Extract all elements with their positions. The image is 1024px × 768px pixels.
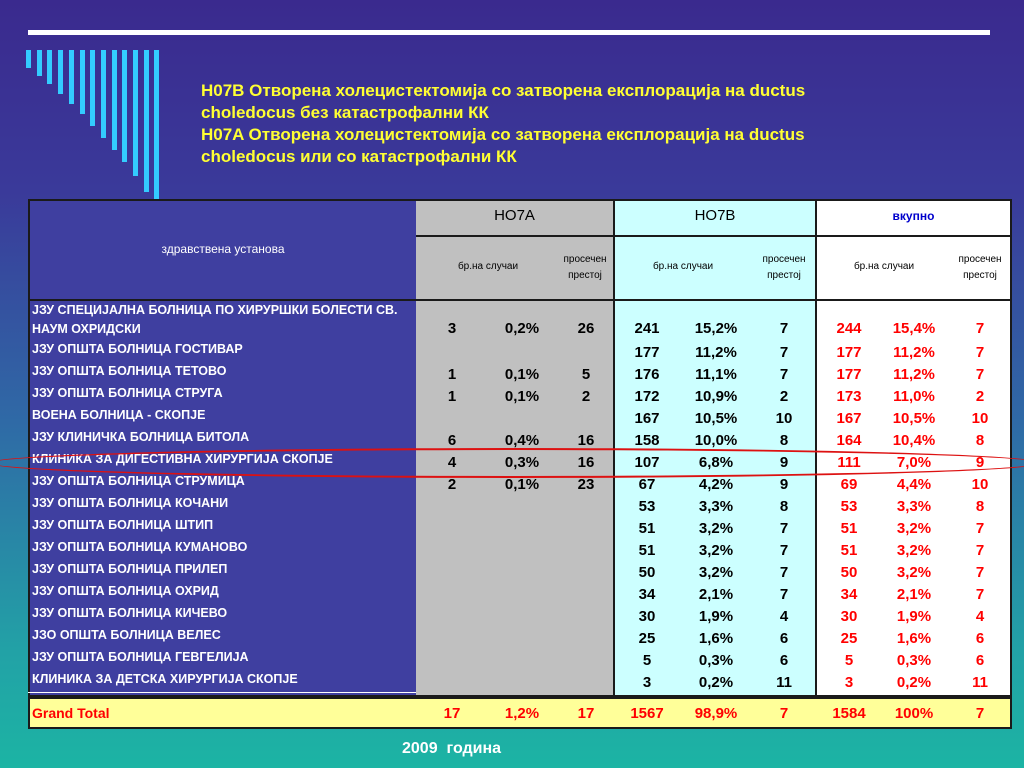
cell-t-n: 173	[836, 388, 862, 405]
title-line-2: choledocus без катастрофални КК	[201, 103, 489, 122]
institution-name: ЈЗУ ОПШТА БОЛНИЦА ОХРИД	[32, 584, 219, 598]
cell-t-n: 34	[840, 586, 858, 603]
h07a-header: HO7A	[494, 207, 535, 224]
cell-a-s: 2	[581, 388, 591, 405]
cell-b-n: 177	[634, 344, 660, 361]
table-row	[28, 364, 1012, 386]
cell-b-s: 11	[776, 674, 792, 691]
institution-name: ЈЗУ ОПШТА БОЛНИЦА ГЕВГЕЛИЈА	[32, 650, 249, 664]
cell-b-s: 7	[779, 344, 789, 361]
h07a-stay-header	[553, 252, 617, 284]
cell-t-s: 11	[972, 674, 988, 691]
institution-name: ЈЗУ СПЕЦИЈАЛНА БОЛНИЦА ПО ХИРУРШКИ БОЛЕСТИ СВ.	[32, 303, 398, 317]
stay-label-line-1: просечен	[762, 254, 806, 265]
table-row	[28, 386, 1012, 408]
cell-b-p: 10,0%	[694, 432, 738, 449]
last-row-separator	[28, 692, 416, 693]
stay-label-line-2: престој	[767, 270, 801, 281]
cell-b-s: 7	[779, 366, 789, 383]
cell-a-s: 16	[577, 454, 595, 471]
cell-b-n: 241	[634, 320, 660, 337]
cell-b-p: 11,2%	[695, 344, 737, 361]
table-row	[28, 584, 1012, 606]
institution-name: ЈЗУ ОПШТА БОЛНИЦА ШТИП	[32, 518, 214, 532]
decorative-bar	[69, 50, 74, 104]
decorative-bar	[26, 50, 31, 68]
cell-b-s: 9	[779, 476, 789, 493]
institution-name: ЈЗУ КЛИНИЧКА БОЛНИЦА БИТОЛА	[32, 430, 250, 444]
decorative-bar	[101, 50, 106, 138]
table-row	[28, 606, 1012, 628]
cell-t-n: 177	[836, 344, 862, 361]
cell-t-p: 11,2%	[893, 344, 935, 361]
grand-total-t-count: 1584	[832, 705, 866, 722]
cell-t-p: 3,3%	[896, 498, 932, 515]
h07a-count-header: бр.на случаи	[457, 261, 519, 272]
cell-b-n: 5	[642, 652, 652, 669]
decorative-bar	[80, 50, 85, 114]
cell-t-n: 50	[840, 564, 858, 581]
cell-b-s: 6	[779, 630, 789, 647]
cell-t-s: 6	[975, 630, 985, 647]
title-line-1: H07B Отворена холецистектомија со затворена експлорација на ductus	[201, 81, 806, 100]
cell-b-p: 2,1%	[698, 586, 734, 603]
cell-t-p: 1,6%	[896, 630, 932, 647]
cell-a-n: 3	[447, 320, 457, 337]
title-line-4: choledocus или со катастрофални КК	[201, 147, 517, 166]
decorative-bar	[154, 50, 159, 202]
stay-label-line-1: просечен	[563, 254, 607, 265]
cell-t-p: 3,2%	[896, 542, 932, 559]
stay-label-line-2: престој	[568, 270, 602, 281]
cell-t-s: 2	[975, 388, 985, 405]
cell-a-p: 0,1%	[504, 366, 540, 383]
cell-t-n: 244	[836, 320, 862, 337]
cell-t-s: 7	[975, 542, 985, 559]
decorative-bar	[133, 50, 138, 176]
cell-t-n: 167	[836, 410, 862, 427]
institution-name: ЈЗУ ОПШТА БОЛНИЦА КУМАНОВО	[32, 540, 248, 554]
cell-t-p: 0,2%	[896, 674, 932, 691]
cell-t-s: 4	[975, 608, 985, 625]
total-header: вкупно	[892, 209, 935, 223]
table-row	[28, 562, 1012, 584]
cell-t-p: 2,1%	[896, 586, 932, 603]
institution-name: ЈЗО ОПШТА БОЛНИЦА ВЕЛЕС	[32, 628, 221, 642]
cell-t-n: 69	[840, 476, 858, 493]
cell-b-p: 0,2%	[698, 674, 734, 691]
cell-t-n: 3	[844, 674, 854, 691]
cell-t-p: 3,2%	[896, 520, 932, 537]
highlight-ellipse	[0, 448, 1024, 478]
cell-b-s: 7	[779, 320, 789, 337]
cell-b-p: 0,3%	[698, 652, 734, 669]
header-bottom-divider	[30, 299, 1010, 301]
table-row	[28, 342, 1012, 364]
h07b-count-header: бр.на случаи	[652, 261, 714, 272]
cell-b-s: 7	[779, 586, 789, 603]
decorative-bar	[47, 50, 52, 84]
title-line-3: H07A Отворена холецистектомија со затворена експлорација на ductus	[201, 125, 805, 144]
cell-a-s: 5	[581, 366, 591, 383]
grand-total-b-stay: 7	[779, 705, 789, 722]
cell-t-n: 111	[837, 454, 861, 471]
cell-a-s: 23	[577, 476, 595, 493]
cell-t-s: 6	[975, 652, 985, 669]
cell-t-p: 4,4%	[896, 476, 932, 493]
grand-total-label: Grand Total	[32, 705, 110, 721]
cell-t-n: 164	[836, 432, 862, 449]
cell-b-s: 7	[779, 542, 789, 559]
decorative-bar	[144, 50, 149, 192]
grand-total-t-pct: 100%	[894, 705, 934, 722]
cell-t-s: 8	[975, 498, 985, 515]
cell-t-s: 7	[975, 564, 985, 581]
decorative-bar	[58, 50, 63, 94]
grand-total-b-pct: 98,9%	[694, 705, 738, 722]
cell-a-n: 2	[447, 476, 457, 493]
stay-label-line-2: престој	[963, 270, 997, 281]
table-row	[28, 408, 1012, 430]
table-row	[28, 672, 1012, 694]
cell-t-s: 7	[975, 586, 985, 603]
table-row	[28, 650, 1012, 672]
cell-t-s: 10	[971, 410, 989, 427]
table-row	[28, 518, 1012, 540]
cell-b-s: 7	[779, 564, 789, 581]
decorative-bar	[122, 50, 127, 162]
cell-b-n: 172	[634, 388, 660, 405]
cell-a-s: 26	[577, 320, 595, 337]
institution-name: ЈЗУ ОПШТА БОЛНИЦА КОЧАНИ	[32, 496, 229, 510]
decorative-bar	[37, 50, 42, 76]
cell-t-n: 53	[840, 498, 858, 515]
cell-b-n: 51	[638, 520, 656, 537]
table-row	[28, 628, 1012, 650]
cell-t-p: 11,0%	[893, 388, 935, 405]
decorative-bar	[90, 50, 95, 126]
grand-total-b-count: 1567	[630, 705, 664, 722]
cell-t-s: 7	[975, 366, 985, 383]
cell-b-n: 30	[638, 608, 656, 625]
cell-b-n: 34	[638, 586, 656, 603]
cell-t-n: 177	[836, 366, 862, 383]
cell-b-p: 3,2%	[698, 520, 734, 537]
cell-t-p: 7,0%	[896, 454, 932, 471]
grand-total-row	[28, 703, 1012, 725]
cell-t-n: 51	[840, 542, 858, 559]
cell-b-n: 3	[642, 674, 652, 691]
institution-name: ЈЗУ ОПШТА БОЛНИЦА СТРУМИЦА	[32, 474, 245, 488]
table-row	[28, 540, 1012, 562]
cell-b-p: 1,6%	[698, 630, 734, 647]
cell-t-p: 10,5%	[892, 410, 936, 427]
cell-b-p: 6,8%	[698, 454, 734, 471]
cell-a-n: 6	[447, 432, 457, 449]
institution-name: ЈЗУ ОПШТА БОЛНИЦА КИЧЕВО	[32, 606, 228, 620]
cell-b-p: 4,2%	[698, 476, 734, 493]
institution-name: КЛИНИКА ЗА ДИГЕСТИВНА ХИРУРГИЈА СКОПЈЕ	[32, 452, 333, 466]
cell-t-p: 10,4%	[892, 432, 936, 449]
cell-b-s: 6	[779, 652, 789, 669]
cell-b-n: 107	[634, 454, 660, 471]
cell-b-s: 10	[775, 410, 793, 427]
institution-name: ЈЗУ ОПШТА БОЛНИЦА ТЕТОВО	[32, 364, 227, 378]
cell-t-p: 3,2%	[896, 564, 932, 581]
cell-a-p: 0,2%	[504, 320, 540, 337]
table-row	[28, 496, 1012, 518]
cell-a-p: 0,4%	[504, 432, 540, 449]
grand-total-a-pct: 1,2%	[504, 705, 540, 722]
cell-b-s: 4	[779, 608, 789, 625]
decorative-bar	[112, 50, 117, 150]
cell-b-p: 10,9%	[694, 388, 738, 405]
cell-b-p: 3,3%	[698, 498, 734, 515]
cell-t-p: 11,2%	[893, 366, 935, 383]
cell-b-n: 158	[634, 432, 660, 449]
stay-label-line-1: просечен	[958, 254, 1002, 265]
total-count-header: бр.на случаи	[853, 261, 915, 272]
cell-b-s: 8	[779, 498, 789, 515]
cell-t-s: 10	[971, 476, 989, 493]
cell-t-p: 15,4%	[892, 320, 936, 337]
cell-a-n: 1	[447, 366, 457, 383]
institution-name: ЈЗУ ОПШТА БОЛНИЦА ГОСТИВАР	[32, 342, 243, 356]
cell-t-s: 7	[975, 344, 985, 361]
cell-a-n: 1	[447, 388, 457, 405]
institution-name-line-2: НАУМ ОХРИДСКИ	[32, 322, 141, 336]
grand-total-a-count: 17	[443, 705, 461, 722]
cell-b-n: 50	[638, 564, 656, 581]
institution-name: ВОЕНА БОЛНИЦА - СКОПЈЕ	[32, 408, 206, 422]
cell-b-p: 3,2%	[698, 542, 734, 559]
total-stay-header	[948, 252, 1012, 284]
cell-t-n: 5	[844, 652, 854, 669]
cell-b-n: 25	[638, 630, 656, 647]
cell-t-s: 8	[975, 432, 985, 449]
cell-t-s: 7	[975, 320, 985, 337]
cell-a-p: 0,1%	[504, 476, 540, 493]
header-group-divider	[416, 235, 1010, 237]
page-title	[201, 80, 961, 168]
cell-b-p: 15,2%	[694, 320, 738, 337]
cell-b-n: 176	[634, 366, 660, 383]
institution-name: ЈЗУ ОПШТА БОЛНИЦА ПРИЛЕП	[32, 562, 228, 576]
institution-name: КЛИНИКА ЗА ДЕТСКА ХИРУРГИЈА СКОПЈЕ	[32, 672, 298, 686]
grand-total-a-stay: 17	[577, 705, 595, 722]
cell-t-n: 25	[840, 630, 858, 647]
cell-b-n: 67	[638, 476, 656, 493]
cell-t-s: 7	[975, 520, 985, 537]
cell-b-s: 8	[779, 432, 789, 449]
top-divider-line	[28, 30, 990, 35]
grand-total-t-stay: 7	[975, 705, 985, 722]
cell-b-p: 11,1%	[695, 366, 737, 383]
institution-name: ЈЗУ ОПШТА БОЛНИЦА СТРУГА	[32, 386, 223, 400]
cell-a-p: 0,1%	[504, 388, 540, 405]
cell-b-s: 9	[779, 454, 789, 471]
cell-b-p: 10,5%	[694, 410, 738, 427]
table-row	[28, 303, 1012, 342]
cell-b-p: 1,9%	[698, 608, 734, 625]
cell-t-p: 1,9%	[896, 608, 932, 625]
cell-b-n: 53	[638, 498, 656, 515]
cell-t-n: 30	[840, 608, 858, 625]
cell-a-p: 0,3%	[504, 454, 540, 471]
cell-t-s: 9	[975, 454, 985, 471]
h07b-stay-header	[752, 252, 816, 284]
cell-a-s: 16	[577, 432, 595, 449]
h07b-header: HO7B	[694, 207, 736, 224]
cell-b-s: 2	[779, 388, 789, 405]
footer-year: 2009 година	[402, 740, 502, 757]
cell-b-n: 167	[634, 410, 660, 427]
cell-b-s: 7	[779, 520, 789, 537]
cell-b-n: 51	[638, 542, 656, 559]
cell-t-p: 0,3%	[896, 652, 932, 669]
cell-a-n: 4	[447, 454, 457, 471]
cell-t-n: 51	[840, 520, 858, 537]
institution-header: здравствена установа	[161, 242, 285, 256]
cell-b-p: 3,2%	[698, 564, 734, 581]
